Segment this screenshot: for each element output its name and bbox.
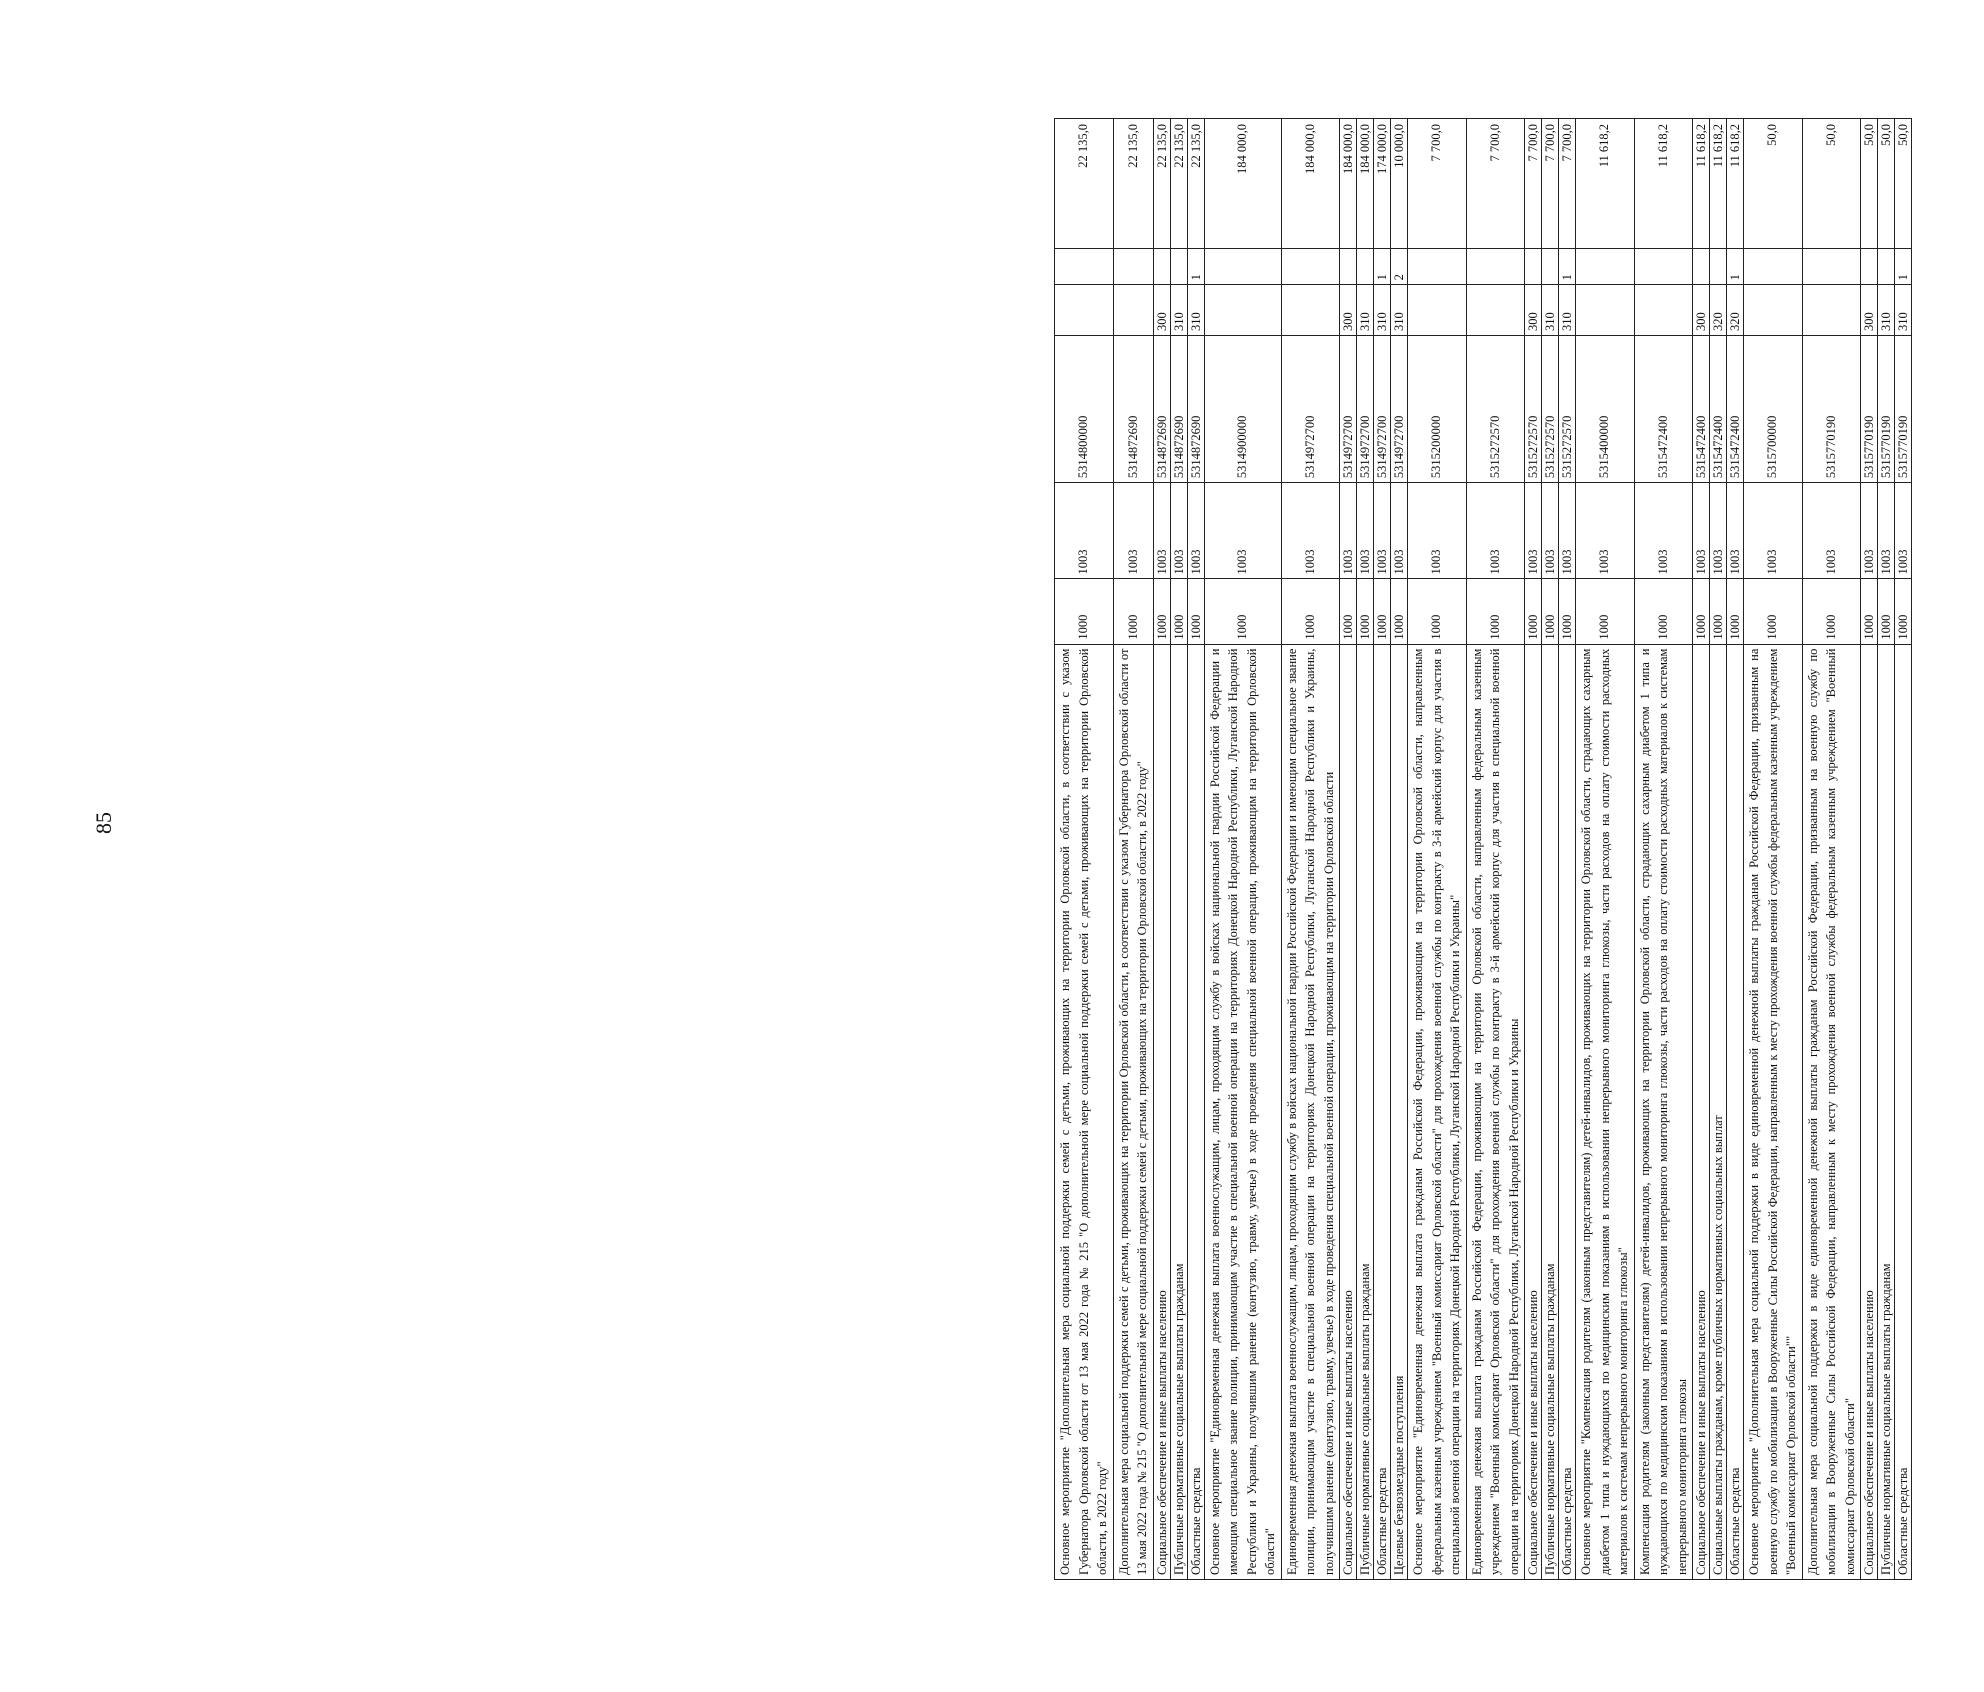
row-amount-cell: 10 000,0 [1391, 119, 1408, 249]
row-subline-cell [1204, 249, 1281, 285]
table-row [1710, 119, 1727, 1580]
row-amount-cell: 174 000,0 [1374, 119, 1391, 249]
row-name-cell: Основное мероприятие "Компенсация родителям (законным представителям) детей-инвалидов, проживающих на территории Орловской области, страдающих сахарным диабетом 1 типа и нуждающихся по медицинским показаниям в использовании непрерывного мониторинга глюкозы, части расходов на оплату стоимости расходных материалов к системам непрерывного мониторинга глюкозы" [1576, 644, 1635, 1579]
row-gr-cell: 1000 [1727, 579, 1744, 644]
row-pr-cell: 1003 [1861, 483, 1878, 579]
row-name-cell: Дополнительная мера социальной поддержки в виде единовременной денежной выплаты гражданам Российской Федерации, призванным на военную службу по мобилизации в Вооруженные Силы Российской Федерации, направленным к месту прохождения военной службы федеральным казенным учреждением "Военный комиссариат Орловской области" [1802, 644, 1861, 1579]
row-target-article-cell: 5314972700 [1391, 336, 1408, 483]
table-row [1153, 119, 1170, 1580]
row-subline-cell [1055, 249, 1114, 285]
row-target-article-cell: 5314900000 [1204, 336, 1281, 483]
row-gr-cell: 1000 [1357, 579, 1374, 644]
page-number: 85 [91, 812, 116, 834]
row-amount-cell: 50,0 [1744, 119, 1803, 249]
row-gr-cell: 1000 [1878, 579, 1895, 644]
row-name-cell: Социальное обеспечение и иные выплаты населению [1693, 644, 1710, 1579]
row-gr-cell: 1000 [1391, 579, 1408, 644]
rotated-budget-table-page [1054, 118, 1984, 1580]
row-amount-cell: 22 135,0 [1170, 119, 1187, 249]
row-gr-cell: 1000 [1634, 579, 1693, 644]
row-pr-cell: 1003 [1357, 483, 1374, 579]
row-target-article-cell: 5314800000 [1055, 336, 1114, 483]
row-subline-cell [1466, 249, 1525, 285]
row-amount-cell: 7 700,0 [1542, 119, 1559, 249]
row-amount-cell: 50,0 [1861, 119, 1878, 249]
row-target-article-cell: 5314872690 [1153, 336, 1170, 483]
row-subline-cell [1710, 249, 1727, 285]
row-gr-cell: 1000 [1559, 579, 1576, 644]
row-expense-type-cell: 320 [1710, 285, 1727, 336]
table-row [1634, 119, 1693, 1580]
row-expense-type-cell: 310 [1895, 285, 1912, 336]
row-amount-cell: 11 618,2 [1710, 119, 1727, 249]
row-pr-cell: 1003 [1559, 483, 1576, 579]
row-pr-cell: 1003 [1878, 483, 1895, 579]
row-gr-cell: 1000 [1281, 579, 1340, 644]
row-target-article-cell: 5315200000 [1408, 336, 1467, 483]
table-row [1281, 119, 1340, 1580]
row-target-article-cell: 5314972700 [1357, 336, 1374, 483]
row-amount-cell: 184 000,0 [1340, 119, 1357, 249]
table-row [1802, 119, 1861, 1580]
row-gr-cell: 1000 [1710, 579, 1727, 644]
row-name-cell: Областные средства [1374, 644, 1391, 1579]
row-expense-type-cell: 300 [1693, 285, 1710, 336]
table-row [1895, 119, 1912, 1580]
row-amount-cell: 11 618,2 [1727, 119, 1744, 249]
row-name-cell: Публичные нормативные социальные выплаты гражданам [1170, 644, 1187, 1579]
row-name-cell: Основное мероприятие "Дополнительная мера социальной поддержки в виде единовременной денежной выплаты гражданам Российской Федерации, призванным на военную службу по мобилизации в Вооруженные Силы Российской Федерации, направленным к месту прохождения военной службы федеральным казенным учреждением "Военный комиссариат Орловской области"" [1744, 644, 1803, 1579]
table-row [1878, 119, 1895, 1580]
row-expense-type-cell [1802, 285, 1861, 336]
row-amount-cell: 50,0 [1802, 119, 1861, 249]
table-row [1525, 119, 1542, 1580]
row-amount-cell: 11 618,2 [1634, 119, 1693, 249]
row-expense-type-cell: 310 [1391, 285, 1408, 336]
budget-table-body [1055, 119, 1912, 1580]
row-amount-cell: 7 700,0 [1559, 119, 1576, 249]
row-subline-cell [1281, 249, 1340, 285]
row-expense-type-cell: 310 [1357, 285, 1374, 336]
row-pr-cell: 1003 [1542, 483, 1559, 579]
row-pr-cell: 1003 [1634, 483, 1693, 579]
table-row [1055, 119, 1114, 1580]
row-target-article-cell: 5314872690 [1187, 336, 1204, 483]
row-expense-type-cell [1281, 285, 1340, 336]
row-pr-cell: 1003 [1340, 483, 1357, 579]
row-target-article-cell: 5315272570 [1559, 336, 1576, 483]
row-expense-type-cell [1634, 285, 1693, 336]
row-gr-cell: 1000 [1576, 579, 1635, 644]
row-amount-cell: 22 135,0 [1055, 119, 1114, 249]
row-subline-cell [1861, 249, 1878, 285]
row-subline-cell [1113, 249, 1153, 285]
table-row [1204, 119, 1281, 1580]
row-gr-cell: 1000 [1802, 579, 1861, 644]
row-pr-cell: 1003 [1466, 483, 1525, 579]
row-gr-cell: 1000 [1466, 579, 1525, 644]
row-subline-cell [1542, 249, 1559, 285]
row-subline-cell [1340, 249, 1357, 285]
row-subline-cell [1634, 249, 1693, 285]
row-name-cell: Основное мероприятие "Единовременная денежная выплата гражданам Российской Федерации, проживающим на территории Орловской области, направленным федеральным казенным учреждением "Военный комиссариат Орловской области" для прохождения военной службы по контракту в 3-й армейский корпус для участия в специальной военной операции на территориях Донецкой Народной Республики, Луганской Народной Республики и Украины" [1408, 644, 1467, 1579]
row-gr-cell: 1000 [1408, 579, 1467, 644]
row-pr-cell: 1003 [1153, 483, 1170, 579]
row-expense-type-cell [1113, 285, 1153, 336]
row-name-cell: Социальные выплаты гражданам, кроме публичных нормативных социальных выплат [1710, 644, 1727, 1579]
row-name-cell: Областные средства [1559, 644, 1576, 1579]
row-subline-cell: 1 [1187, 249, 1204, 285]
row-subline-cell [1576, 249, 1635, 285]
row-pr-cell: 1003 [1710, 483, 1727, 579]
table-row [1727, 119, 1744, 1580]
row-gr-cell: 1000 [1170, 579, 1187, 644]
row-gr-cell: 1000 [1153, 579, 1170, 644]
row-name-cell: Социальное обеспечение и иные выплаты населению [1525, 644, 1542, 1579]
row-gr-cell: 1000 [1861, 579, 1878, 644]
row-amount-cell: 7 700,0 [1525, 119, 1542, 249]
row-name-cell: Дополнительная мера социальной поддержки семей с детьми, проживающих на территории Орловской области, в соответствии с указом Губернатора Орловской области от 13 мая 2022 года № 215 "О дополнительной мере социальной поддержки семей с детьми, проживающих на территории Орловской области, в 2022 году" [1113, 644, 1153, 1579]
row-gr-cell: 1000 [1895, 579, 1912, 644]
row-expense-type-cell [1466, 285, 1525, 336]
row-pr-cell: 1003 [1576, 483, 1635, 579]
row-target-article-cell: 5314972700 [1374, 336, 1391, 483]
table-row [1408, 119, 1467, 1580]
row-expense-type-cell: 310 [1374, 285, 1391, 336]
row-name-cell: Публичные нормативные социальные выплаты гражданам [1542, 644, 1559, 1579]
row-pr-cell: 1003 [1408, 483, 1467, 579]
row-target-article-cell: 5315400000 [1576, 336, 1635, 483]
table-row [1113, 119, 1153, 1580]
row-pr-cell: 1003 [1895, 483, 1912, 579]
row-pr-cell: 1003 [1525, 483, 1542, 579]
row-amount-cell: 22 135,0 [1187, 119, 1204, 249]
row-gr-cell: 1000 [1542, 579, 1559, 644]
table-row [1693, 119, 1710, 1580]
row-amount-cell: 22 135,0 [1153, 119, 1170, 249]
table-row [1576, 119, 1635, 1580]
row-subline-cell: 1 [1374, 249, 1391, 285]
row-expense-type-cell: 310 [1170, 285, 1187, 336]
table-row [1340, 119, 1357, 1580]
row-name-cell: Областные средства [1895, 644, 1912, 1579]
table-row [1391, 119, 1408, 1580]
row-expense-type-cell: 310 [1542, 285, 1559, 336]
row-gr-cell: 1000 [1744, 579, 1803, 644]
row-target-article-cell: 5315770190 [1802, 336, 1861, 483]
row-target-article-cell: 5315770190 [1895, 336, 1912, 483]
row-target-article-cell: 5315472400 [1634, 336, 1693, 483]
table-row [1559, 119, 1576, 1580]
row-target-article-cell: 5314972700 [1340, 336, 1357, 483]
row-gr-cell: 1000 [1204, 579, 1281, 644]
table-row [1861, 119, 1878, 1580]
row-amount-cell: 50,0 [1895, 119, 1912, 249]
table-row [1466, 119, 1525, 1580]
row-target-article-cell: 5315770190 [1878, 336, 1895, 483]
row-gr-cell: 1000 [1187, 579, 1204, 644]
row-name-cell: Областные средства [1727, 644, 1744, 1579]
row-expense-type-cell: 300 [1861, 285, 1878, 336]
row-pr-cell: 1003 [1281, 483, 1340, 579]
row-subline-cell [1693, 249, 1710, 285]
row-subline-cell: 1 [1559, 249, 1576, 285]
row-subline-cell [1802, 249, 1861, 285]
row-expense-type-cell: 300 [1340, 285, 1357, 336]
row-amount-cell: 7 700,0 [1466, 119, 1525, 249]
row-amount-cell: 11 618,2 [1693, 119, 1710, 249]
row-target-article-cell: 5315272570 [1542, 336, 1559, 483]
row-target-article-cell: 5314872690 [1170, 336, 1187, 483]
row-amount-cell: 11 618,2 [1576, 119, 1635, 249]
row-pr-cell: 1003 [1802, 483, 1861, 579]
row-name-cell: Областные средства [1187, 644, 1204, 1579]
row-target-article-cell: 5314972700 [1281, 336, 1340, 483]
row-pr-cell: 1003 [1187, 483, 1204, 579]
row-subline-cell: 2 [1391, 249, 1408, 285]
row-subline-cell: 1 [1895, 249, 1912, 285]
row-expense-type-cell: 310 [1187, 285, 1204, 336]
row-expense-type-cell: 310 [1878, 285, 1895, 336]
row-amount-cell: 184 000,0 [1281, 119, 1340, 249]
row-pr-cell: 1003 [1727, 483, 1744, 579]
row-gr-cell: 1000 [1693, 579, 1710, 644]
row-name-cell: Компенсация родителям (законным представителям) детей-инвалидов, проживающих на территории Орловской области, страдающих сахарным диабетом 1 типа и нуждающихся по медицинским показаниям в использовании непрерывного мониторинга глюкозы, части расходов на оплату стоимости расходных материалов к системам непрерывного мониторинга глюкозы [1634, 644, 1693, 1579]
row-pr-cell: 1003 [1744, 483, 1803, 579]
row-expense-type-cell: 300 [1153, 285, 1170, 336]
row-target-article-cell: 5314872690 [1113, 336, 1153, 483]
table-row [1374, 119, 1391, 1580]
row-target-article-cell: 5315770190 [1861, 336, 1878, 483]
row-pr-cell: 1003 [1055, 483, 1114, 579]
row-target-article-cell: 5315272570 [1466, 336, 1525, 483]
budget-table [1054, 118, 1912, 1580]
row-gr-cell: 1000 [1113, 579, 1153, 644]
row-subline-cell [1170, 249, 1187, 285]
row-name-cell: Социальное обеспечение и иные выплаты населению [1861, 644, 1878, 1579]
row-name-cell: Единовременная денежная выплата военнослужащим, лицам, проходящим службу в войсках национальной гвардии Российской Федерации и имеющим специальное звание полиции, принимающим участие в специальной военной операции на территориях Донецкой Народной Республики, Луганской Народной Республики и Украины, получившим ранение (контузию, травму, увечье) в ходе проведения специальной военной операции, проживающим на территории Орловской области [1281, 644, 1340, 1579]
row-subline-cell [1357, 249, 1374, 285]
row-name-cell: Публичные нормативные социальные выплаты гражданам [1357, 644, 1374, 1579]
row-target-article-cell: 5315700000 [1744, 336, 1803, 483]
row-name-cell: Публичные нормативные социальные выплаты гражданам [1878, 644, 1895, 1579]
row-pr-cell: 1003 [1204, 483, 1281, 579]
row-name-cell: Единовременная денежная выплата гражданам Российской Федерации, проживающим на территории Орловской области, направленным федеральным казенным учреждением "Военный комиссариат Орловской области" для прохождения военной службы по контракту в 3-й армейский корпус для участия в специальной военной операции на территориях Донецкой Народной Республики, Луганской Народной Республики и Украины [1466, 644, 1525, 1579]
row-target-article-cell: 5315472400 [1710, 336, 1727, 483]
row-gr-cell: 1000 [1525, 579, 1542, 644]
row-subline-cell [1744, 249, 1803, 285]
row-subline-cell: 1 [1727, 249, 1744, 285]
row-amount-cell: 50,0 [1878, 119, 1895, 249]
row-gr-cell: 1000 [1055, 579, 1114, 644]
row-pr-cell: 1003 [1391, 483, 1408, 579]
row-amount-cell: 184 000,0 [1204, 119, 1281, 249]
row-gr-cell: 1000 [1340, 579, 1357, 644]
row-target-article-cell: 5315472400 [1693, 336, 1710, 483]
row-expense-type-cell [1408, 285, 1467, 336]
row-expense-type-cell: 310 [1559, 285, 1576, 336]
row-expense-type-cell: 320 [1727, 285, 1744, 336]
row-target-article-cell: 5315472400 [1727, 336, 1744, 483]
row-subline-cell [1153, 249, 1170, 285]
row-subline-cell [1878, 249, 1895, 285]
table-row [1542, 119, 1559, 1580]
row-name-cell: Основное мероприятие "Дополнительная мера социальной поддержки семей с детьми, проживающих на территории Орловской области, в соответствии с указом Губернатора Орловской области от 13 мая 2022 года № 215 "О дополнительной мере социальной поддержки семей с детьми, проживающих на территории Орловской области, в 2022 году" [1055, 644, 1114, 1579]
row-subline-cell [1525, 249, 1542, 285]
row-pr-cell: 1003 [1170, 483, 1187, 579]
row-target-article-cell: 5315272570 [1525, 336, 1542, 483]
row-pr-cell: 1003 [1374, 483, 1391, 579]
row-expense-type-cell [1204, 285, 1281, 336]
row-name-cell: Целевые безвозмездные поступления [1391, 644, 1408, 1579]
row-name-cell: Социальное обеспечение и иные выплаты населению [1340, 644, 1357, 1579]
table-row [1357, 119, 1374, 1580]
row-pr-cell: 1003 [1113, 483, 1153, 579]
row-pr-cell: 1003 [1693, 483, 1710, 579]
row-amount-cell: 22 135,0 [1113, 119, 1153, 249]
row-name-cell: Социальное обеспечение и иные выплаты населению [1153, 644, 1170, 1579]
row-amount-cell: 7 700,0 [1408, 119, 1467, 249]
table-row [1170, 119, 1187, 1580]
row-name-cell: Основное мероприятие "Единовременная денежная выплата военнослужащим, лицам, проходящим службу в войсках национальной гвардии Российской Федерации и имеющим специальное звание полиции, принимающим участие в специальной военной операции на территориях Донецкой Народной Республики, Луганской Народной Республики и Украины, получившим ранение (контузию, травму, увечье) в ходе проведения специальной военной операции, проживающим на территории Орловской области" [1204, 644, 1281, 1579]
row-expense-type-cell [1576, 285, 1635, 336]
row-gr-cell: 1000 [1374, 579, 1391, 644]
row-subline-cell [1408, 249, 1467, 285]
table-row [1744, 119, 1803, 1580]
table-row [1187, 119, 1204, 1580]
row-expense-type-cell [1744, 285, 1803, 336]
row-expense-type-cell: 300 [1525, 285, 1542, 336]
row-expense-type-cell [1055, 285, 1114, 336]
row-amount-cell: 184 000,0 [1357, 119, 1374, 249]
